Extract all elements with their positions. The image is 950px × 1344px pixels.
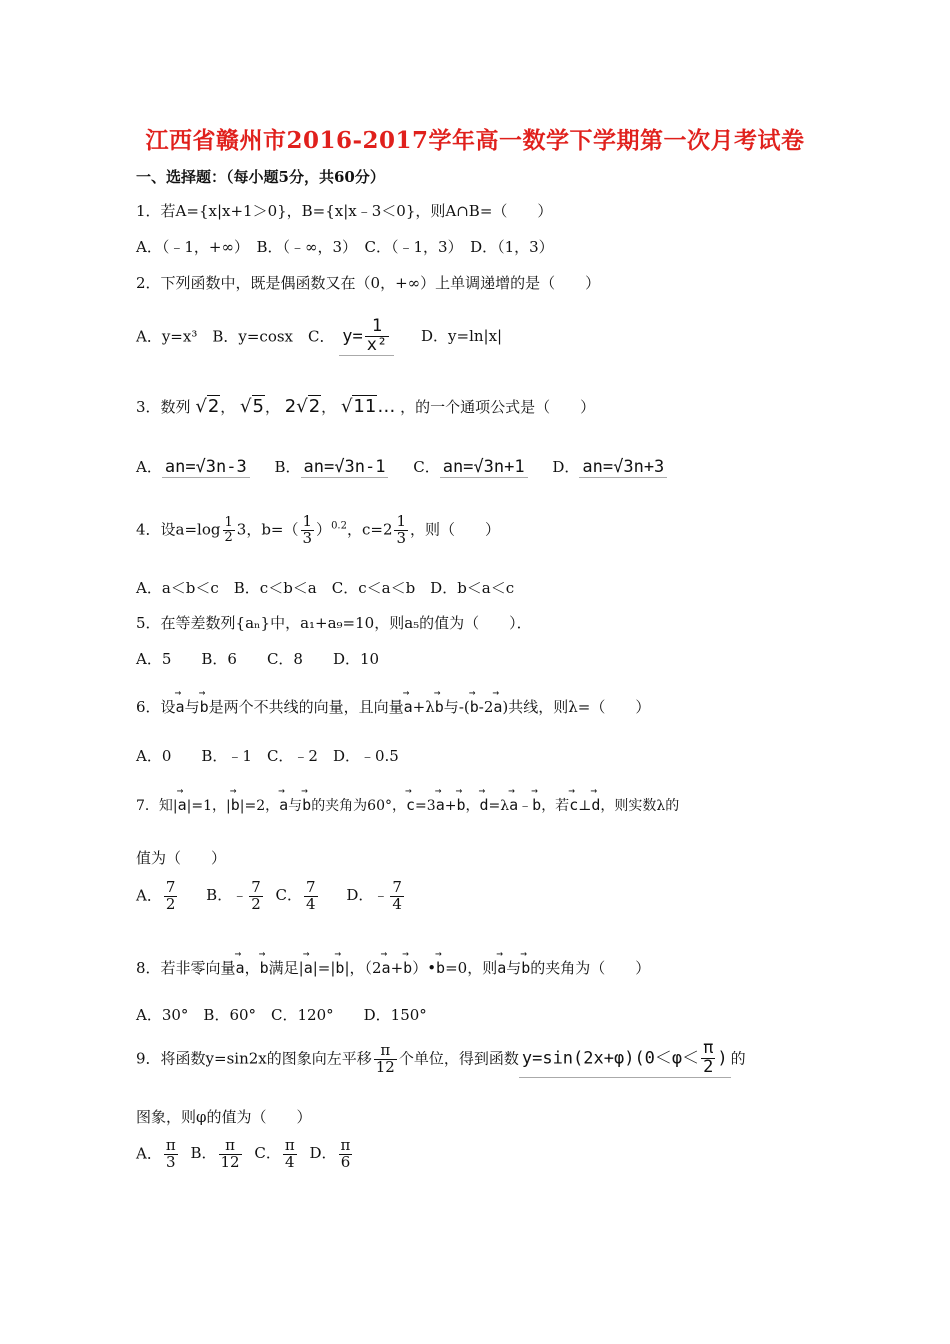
vector-b: → b [231, 790, 240, 814]
text: + [444, 798, 457, 814]
q1-stem: 1．若A={x|x+1＞0}，B={x|x﹣3＜0}，则A∩B=（ ） [136, 202, 553, 220]
text: |，（2 [344, 959, 382, 977]
q7-stem-line2: 值为（ ） [136, 849, 227, 867]
text: 3，b=（ [236, 520, 299, 539]
vector-a: → a [404, 692, 413, 716]
vector-b: → b [435, 692, 444, 716]
vector-d: → d [479, 790, 488, 814]
vector-a: → a [493, 692, 502, 716]
q3-stem: 3．数列 √2， √5， 2√2， √11… ，的一个通项公式是（ ） [136, 396, 596, 417]
q3-pre: 3．数列 [136, 398, 191, 416]
vector-a: → a [497, 953, 506, 977]
lambda: λ [425, 698, 435, 716]
text: 满足| [268, 959, 304, 977]
q1-options: A．（﹣1，+∞） B．（﹣∞，3） C．（﹣1，3） D．（1，3） [136, 238, 554, 256]
opt-label: B．﹣ [206, 886, 248, 905]
text: ﹣ [518, 798, 533, 814]
q8-options: A．30° B．60° C．120° D．150° [136, 1006, 427, 1024]
q5-options: A．5 B．6 C．8 D．10 [136, 650, 380, 668]
text: ，则（ ） [410, 520, 501, 539]
vector-b: → b [302, 790, 311, 814]
vector-b: → b [521, 953, 530, 977]
q4-stem: 4．设a=log $\frac{1}{2}$ 3，b=（ $\frac{1}{3}$ ）$^{0.2}$，c=2 $\frac{1}{3}$ ，则（ ） [136, 512, 501, 547]
vector-b: → b [335, 953, 344, 977]
q7-options: A． $\frac{7}{2}$ B．﹣ $\frac{7}{2}$ C． $\frac{7}{4}$ D．﹣ $\frac{7}{4}$ [136, 878, 402, 913]
text: ， [465, 798, 480, 814]
frac-num: 1 [371, 316, 383, 336]
q2-stem: 2．下列函数中，既是偶函数又在（0，+∞）上单调递增的是（ ） [136, 274, 601, 292]
vector-a: → a [509, 790, 518, 814]
q5-stem: 5．在等差数列{aₙ}中，a₁+a₉=10，则a₅的值为（ ）． [136, 614, 532, 632]
vector-b: → b [532, 790, 541, 814]
q2-options [136, 318, 502, 356]
vector-a: → a [176, 692, 185, 716]
vector-b: → b [403, 953, 412, 977]
vector-b: → b [260, 953, 269, 977]
opt-label: C． [254, 1144, 281, 1163]
vector-c: → c [406, 790, 415, 814]
vector-b: → b [456, 790, 465, 814]
text: 6．设 [136, 698, 176, 716]
text: 8．若非零向量 [136, 959, 236, 977]
text: 9．将函数y=sin2x的图象向左平移 [136, 1049, 372, 1068]
text: =3 [415, 798, 436, 814]
sqrt-2: √2 [195, 396, 220, 417]
q9-stem: 9．将函数y=sin2x的图象向左平移 $\frac{\pi}{12}$ 个单位，得到函数 y=sin(2x+φ)(0＜φ＜ $\frac{\pi}{2}$ ) 的 [136, 1038, 746, 1077]
two-sqrt-2: 2√2 [284, 396, 321, 417]
opt-label: D． [309, 1144, 337, 1163]
q9-function-formula: y=sin(2x+φ)(0＜φ＜ $\frac{\pi}{2}$ ) [519, 1040, 731, 1078]
vector-a: → a [178, 790, 187, 814]
text: ） [316, 520, 332, 539]
text: 的 [730, 1049, 746, 1068]
q6-stem: 6．设→ a与→ b是两个不共线的向量，且向量→ a+λ→ b与-(→ b-2→ a)共线，则λ=（ ） [136, 692, 650, 717]
q3-post: ，的一个通项公式是（ ） [400, 398, 596, 416]
vector-a: → a [304, 953, 313, 977]
text: 与 [184, 698, 200, 716]
q6-options: A．0 B．﹣1 C．﹣2 D．﹣0.5 [136, 747, 399, 765]
text: |=1，| [186, 798, 231, 814]
vector-b: → b [436, 953, 445, 977]
text: =0，则 [445, 959, 498, 977]
q7-stem [136, 790, 679, 815]
q3-formula-d: an=√3n+3 [579, 457, 667, 478]
q3-formula-c: an=√3n+1 [440, 457, 528, 478]
vector-d: → d [591, 790, 600, 814]
q9-stem-line2: 图象，则φ的值为（ ） [136, 1108, 312, 1126]
vector-a: → a [236, 953, 245, 977]
text: |=2， [239, 798, 280, 814]
q9-options: A． $\frac{\pi}{3}$ B． $\frac{\pi}{12}$ C． $\frac{\pi}{4}$ D． $\frac{\pi}{6}$ [136, 1136, 351, 1171]
opt-label: C． [275, 886, 303, 905]
text: 4．设a=log [136, 520, 221, 539]
text: ，c=2 [346, 520, 393, 539]
section-heading: 一、选择题：（每小题5分，共60分） [136, 168, 385, 186]
opt-label: B． [190, 1144, 217, 1163]
opt-label: A． [136, 886, 162, 905]
text: 7．知| [136, 798, 178, 814]
opt-label: B． [274, 458, 301, 476]
vector-a: → a [436, 790, 445, 814]
exponent: 0.2 [331, 520, 347, 532]
opt-label: D．﹣ [346, 886, 389, 905]
text: ⊥ [578, 798, 592, 814]
text: ， [244, 959, 260, 977]
vector-a: → a [382, 953, 391, 977]
text: 个单位，得到函数 [398, 1049, 519, 1068]
opt-label: D． [552, 458, 580, 476]
q8-stem [136, 953, 650, 978]
text: 与 [506, 959, 522, 977]
text: 共线，则λ=（ ） [508, 698, 651, 716]
text: 是两个不共线的向量，且向量 [208, 698, 404, 716]
text: 与 [443, 698, 459, 716]
opt-label: A． [136, 1144, 162, 1163]
text: + [390, 959, 404, 977]
vector-c: → c [569, 790, 578, 814]
q3-formula-b: an=√3n-1 [301, 457, 389, 478]
vector-b: → b [200, 692, 209, 716]
text: 的夹角为60°， [311, 798, 407, 814]
q2-opt-ab: A．y=x³ B．y=cosx C． [136, 327, 335, 346]
frac-den: x² [366, 334, 388, 355]
vector-a: → a [279, 790, 288, 814]
sqrt-11: √11… [340, 396, 396, 417]
formula-lhs: y= [342, 326, 363, 347]
exam-title: 江西省赣州市2016-2017学年高一数学下学期第一次月考试卷 [145, 127, 805, 154]
q2-opt-c-formula [339, 318, 394, 356]
text: =λ [488, 798, 510, 814]
text: |=| [312, 959, 336, 977]
q3-formula-a: an=√3n-3 [162, 457, 250, 478]
text: 的夹角为（ ） [530, 959, 651, 977]
sqrt-5: √5 [240, 396, 264, 417]
text: 与 [288, 798, 303, 814]
q3-options [136, 456, 667, 478]
opt-label: C． [413, 458, 440, 476]
vector-b: → b [470, 692, 479, 716]
text: ，则实数λ的 [600, 798, 680, 814]
text: ）• [412, 959, 437, 977]
text: ，若 [541, 798, 570, 814]
q2-opt-d: D．y=ln|x| [421, 327, 503, 346]
opt-label: A． [136, 458, 162, 476]
q4-options: A．a＜b＜c B．c＜b＜a C．c＜a＜b D．b＜a＜c [136, 579, 515, 597]
